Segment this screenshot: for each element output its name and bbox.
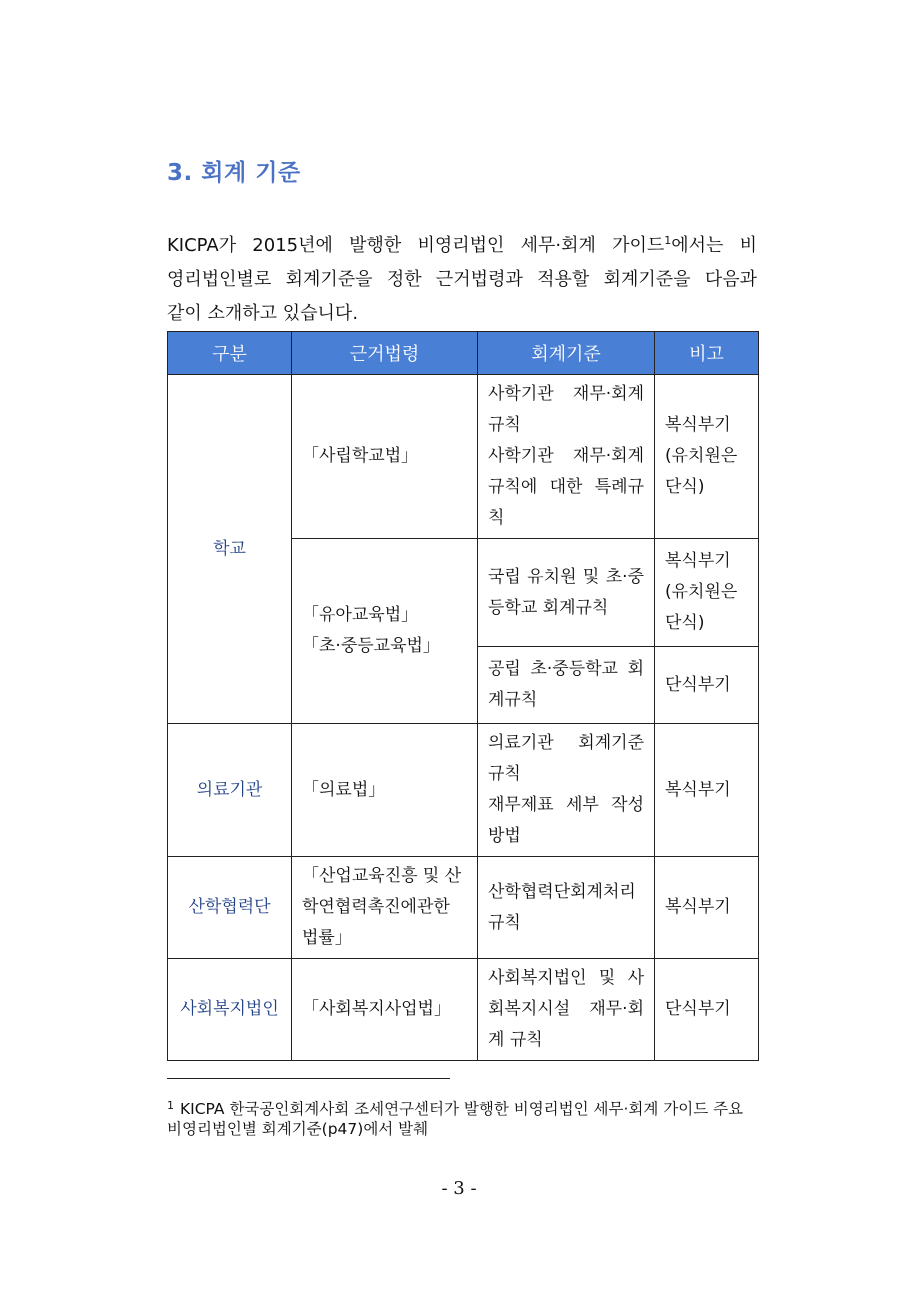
accounting-standards-table: [167, 331, 759, 1061]
note-cell: 단식부기: [655, 959, 759, 1061]
standard-cell: 국립 유치원 및 초·중등학교 회계규칙: [478, 539, 655, 647]
table-header-row: [168, 332, 759, 375]
page-number: - 3 -: [441, 1178, 477, 1199]
table-row: [168, 375, 759, 539]
category-cell: 의료기관: [168, 724, 292, 857]
intro-line-3: 같이 소개하고 있습니다.: [167, 303, 359, 324]
header-note: 비고: [655, 332, 759, 375]
law-cell: 「사회복지사업법」: [292, 959, 478, 1061]
note-cell: 복식부기 (유치원은 단식): [655, 375, 759, 539]
standard-cell: 사학기관 재무·회계 규칙 사학기관 재무·회계 규칙에 대한 특례규칙: [478, 375, 655, 539]
category-cell: 산학협력단: [168, 857, 292, 959]
category-cell: 사회복지법인: [168, 959, 292, 1061]
note-cell: 복식부기: [655, 724, 759, 857]
law-cell: 「의료법」: [292, 724, 478, 857]
note-cell: 단식부기: [655, 647, 759, 724]
law-cell: 「산업교육진흥 및 산학연협력촉진에관한 법률」: [292, 857, 478, 959]
intro-line-2: 영리법인별로 회계기준을 정한 근거법령과 적용할 회계기준을 다음과: [167, 269, 757, 290]
note-cell: 복식부기 (유치원은 단식): [655, 539, 759, 647]
standard-cell: 산학협력단회계처리 규칙: [478, 857, 655, 959]
footnote-reference[interactable]: 1: [664, 234, 672, 247]
standard-cell: 공립 초·중등학교 회계규칙: [478, 647, 655, 724]
section-heading: 3. 회계 기준: [167, 160, 301, 186]
standard-cell: 의료기관 회계기준 규칙 재무제표 세부 작성 방법: [478, 724, 655, 857]
table-row: [168, 857, 759, 959]
category-cell: 학교: [168, 375, 292, 724]
footnote-divider: [167, 1078, 450, 1079]
intro-line-1-start: KICPA가 2015년에 발행한 비영리법인 세무·회계 가이드: [167, 235, 665, 256]
footnote-text: KICPA 한국공인회계사회 조세연구센터가 발행한 비영리법인 세무·회계 가이드 주요비영리법인별 회계기준(p47)에서 발췌: [167, 1100, 744, 1138]
header-category: 구분: [168, 332, 292, 375]
header-law: 근거법령: [292, 332, 478, 375]
law-cell: 「유아교육법」 「초·중등교육법」: [292, 539, 478, 724]
footnote: [167, 1096, 757, 1139]
note-cell: 복식부기: [655, 857, 759, 959]
intro-line-1: [167, 229, 757, 263]
intro-paragraph: [167, 229, 757, 331]
footnote-number: 1: [167, 1099, 174, 1112]
header-standard: 회계기준: [478, 332, 655, 375]
standard-cell: 사회복지법인 및 사회복지시설 재무·회계 규칙: [478, 959, 655, 1061]
table-row: [168, 724, 759, 857]
law-cell: 「사립학교법」: [292, 375, 478, 539]
table-row: [168, 959, 759, 1061]
intro-line-1-end: 에서는 비: [671, 235, 757, 256]
